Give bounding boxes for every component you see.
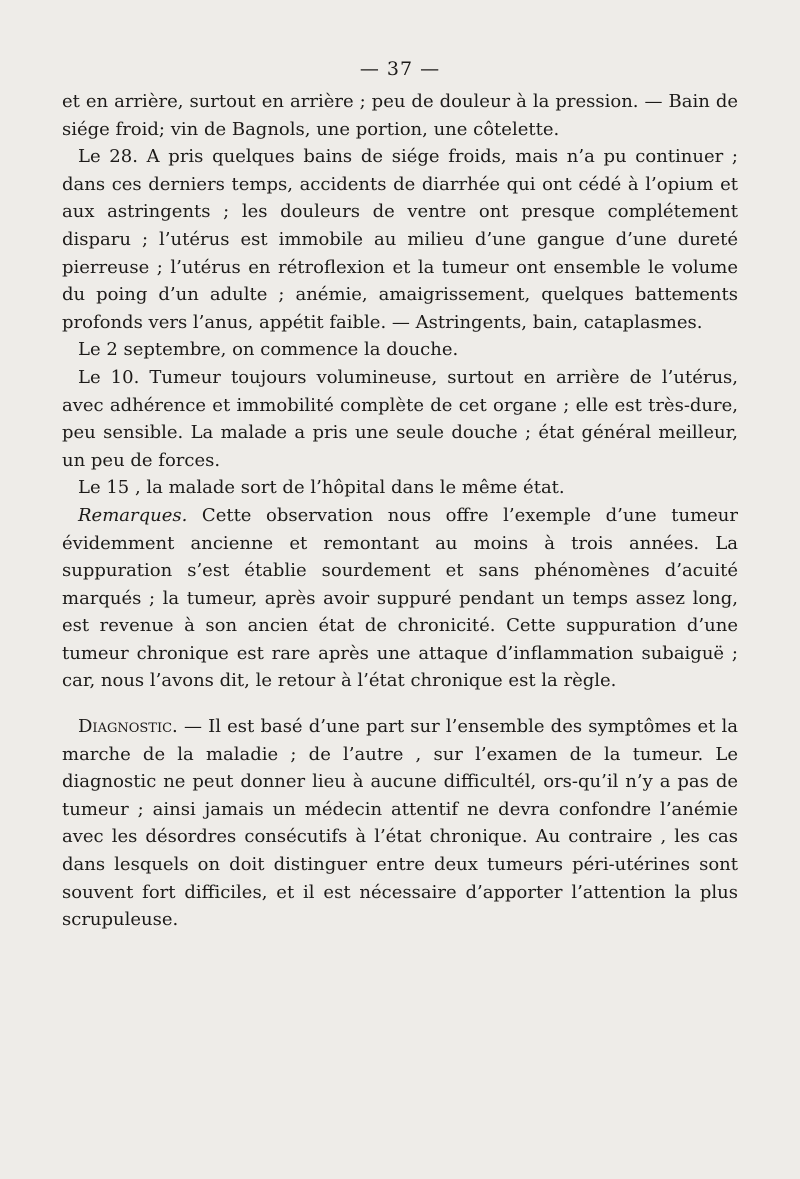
remarques-heading: Remarques. bbox=[78, 504, 188, 526]
paragraph-remarques bbox=[62, 502, 738, 695]
paragraph-le-10: Le 10. Tumeur toujours volumineuse, surtout en arrière de l’utérus, avec adhérence et immobilité complète de cet organe ; elle est très-dure, peu sensible. La malade a pris une seule douche ; état général meilleur, un peu de forces. bbox=[62, 366, 738, 471]
section-gap bbox=[62, 695, 738, 713]
paragraph-le-28: Le 28. A pris quelques bains de siége froids, mais n’a pu continuer ; dans ces derniers temps, accidents de diarrhée qui ont cédé à l’opium et aux astringents ; les douleurs de ventre ont presque complétement disparu ; l’utérus est immobile au milieu d’une gangue d’une dureté pierreuse ; l’utérus en rétroflexion et la tumeur ont ensemble le volume du poing d’un adulte ; anémie, amaigrissement, quelques battements profonds vers l’anus, appétit faible. — Astringents, bain, cataplasmes. bbox=[62, 146, 738, 333]
remarques-text: Cette observation nous offre l’exemple d’une tumeur évidemment ancienne et remontant au moins à trois années. La suppuration s’est établie sourdement et sans phénomènes d’acuité marqués ; la tumeur, après avoir suppuré pendant un temps assez long, est revenue à son ancien état de chronicité. Cette suppuration d’une tumeur chronique est rare après une attaque d’inflammation subaiguë ; car, nous l’avons dit, le retour à l’état chronique est la règle. bbox=[62, 504, 738, 692]
paragraph-continuation: et en arrière, surtout en arrière ; peu de douleur à la pression. — Bain de siége froid; vin de Bagnols, une portion, une côtelette. bbox=[62, 91, 738, 140]
paragraph-le-15: Le 15 , la malade sort de l’hôpital dans le même état. bbox=[78, 477, 565, 499]
paragraph-diagnostic bbox=[62, 713, 738, 934]
page-number: — 37 — bbox=[359, 58, 441, 80]
diagnostic-heading: Diagnostic. bbox=[78, 716, 178, 738]
diagnostic-text: — Il est basé d’une part sur l’ensemble des symptômes et la marche de la maladie ; de l’autre , sur l’examen de la tumeur. Le diagnostic ne peut donner lieu à aucune difficultél, ors-qu’il n’y a pas de tumeur ; ainsi jamais un médecin attentif ne devra confondre l’anémie avec les désordres consécutifs à l’état chronique. Au contraire , les cas dans lesquels on doit distinguer entre deux tumeurs péri-utérines sont souvent fort difficiles, et il est nécessaire d’apporter l’attention la plus scrupuleuse. bbox=[62, 716, 738, 931]
paragraph-le-2-septembre: Le 2 septembre, on commence la douche. bbox=[78, 339, 459, 361]
page-body bbox=[62, 88, 738, 934]
